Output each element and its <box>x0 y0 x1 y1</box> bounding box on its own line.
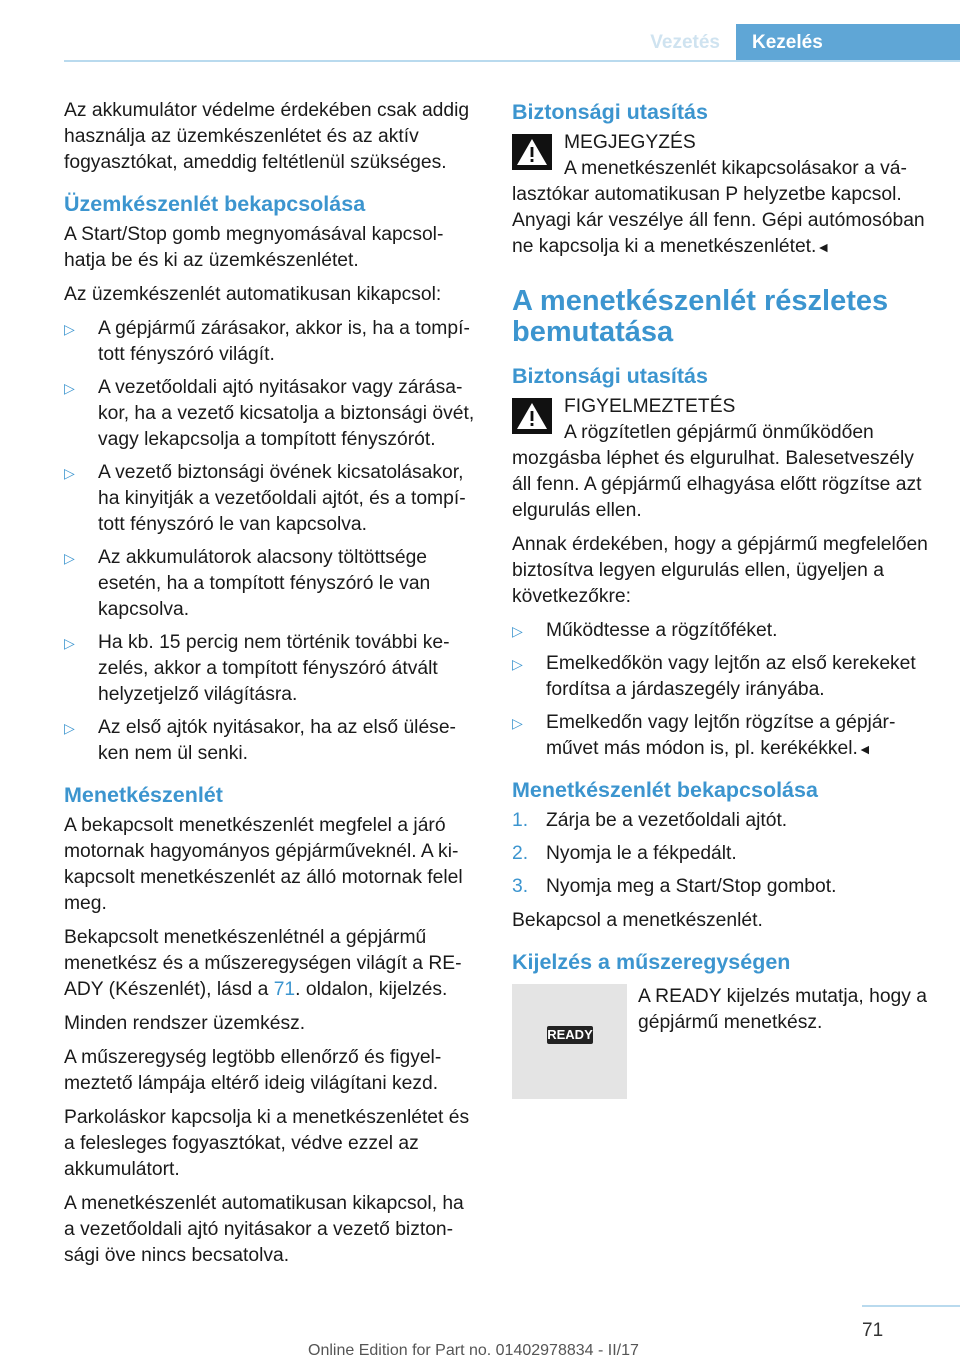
step-item: 1. Zárja be a vezetőoldali ajtót. <box>512 810 788 831</box>
step-list <box>512 808 930 900</box>
list-item: ▷ Emelkedőkön vagy lejtőn az első kerekeket fordítsa a járdaszegély irányába. <box>512 653 916 700</box>
paragraph: A műszeregység legtöbb ellenőrző és figyelmeztető lámpája eltérő ideig világítani kezd. <box>64 1047 442 1094</box>
list-item: ▷ A vezető biztonsági övének kicsatolásakor, ha kinyitják a vezetőoldali ajtót, és a tompított fényszóró le van kapcsolva. <box>64 462 466 535</box>
warning-triangle-icon <box>512 398 552 434</box>
heading-biztonsagi-2: Biztonsági utasítás <box>512 364 708 388</box>
step-item: 3. Nyomja meg a Start/Stop gombot. <box>512 876 837 897</box>
heading-menetkeszenlet: Menetkészenlét <box>64 783 223 807</box>
notice-title: MEGJEGYZÉS <box>564 132 696 153</box>
left-column <box>64 98 478 1277</box>
list-item: ▷ Az akkumulátorok alacsony töltöttsége esetén, ha a tompított fényszóró le van kapcsolva. <box>64 547 431 620</box>
end-mark-icon: ◄ <box>857 741 872 757</box>
paragraph: Az üzemkészenlét automatikusan kikapcsol: <box>64 284 442 305</box>
heading-uzemkeszenlet: Üzemkészenlét bekapcsolása <box>64 192 366 216</box>
paragraph-with-link: Bekapcsolt menetkészenlétnél a gépjármű menetkész és a műszeregységen világít a READY (Készenlét), lásd a 71. oldalon, kijelzés. <box>64 927 462 1000</box>
bullet-triangle-icon: ▷ <box>64 321 75 337</box>
notice-text: A menetkészenlét kikapcsolásakor a választókar automatikusan P helyzetbe kapcsol. Anyagi kár veszélye áll fenn. Gépi autómosóban ne kapcsolja ki a menetkészenlétet.◄ <box>512 158 925 257</box>
page-link[interactable]: 71 <box>273 979 296 1000</box>
ready-display-image <box>512 984 627 1099</box>
top-divider <box>64 60 960 62</box>
main-heading: A menetkészenlét részletes bemutatása <box>512 285 889 348</box>
bullet-list <box>512 618 930 762</box>
list-item: ▷ A gépjármű zárásakor, akkor is, ha a tompított fényszóró világít. <box>64 318 470 365</box>
warning-box <box>512 394 930 420</box>
warning-title: FIGYELMEZTETÉS <box>564 396 736 417</box>
heading-biztonsagi-1: Biztonsági utasítás <box>512 100 708 124</box>
right-column <box>512 98 930 1104</box>
paragraph: Minden rendszer üzemkész. <box>64 1013 306 1034</box>
tab-vezetes[interactable]: Vezetés <box>650 32 720 53</box>
paragraph: Annak érdekében, hogy a gépjármű megfelelően biztosítva legyen elgurulás ellen, ügyeljen a következőkre: <box>512 534 928 607</box>
ready-badge: READY <box>547 1027 593 1042</box>
paragraph: Bekapcsol a menetkészenlét. <box>512 910 763 931</box>
bullet-triangle-icon: ▷ <box>512 656 523 672</box>
ready-description: A READY kijelzés mutatja, hogy a gépjármű menetkész. <box>638 986 928 1033</box>
bottom-divider <box>862 1305 960 1307</box>
list-item: ▷ A vezetőoldali ajtó nyitásakor vagy zárásakor, ha a vezető kicsatolja a biztonsági övét, vagy lekapcsolja a tompított fényszórót. <box>64 377 475 450</box>
paragraph: A Start/Stop gomb megnyomásával kapcsolhatja be és ki az üzemkészenlétet. <box>64 224 444 271</box>
warning-text: A rögzítetlen gépjármű önműködően mozgásba léphet és elgurulhat. Balesetveszély áll fenn. A gépjármű elhagyása előtt rögzítse azt elgurulás ellen. <box>512 422 922 521</box>
section-tabs <box>628 24 960 61</box>
bullet-triangle-icon: ▷ <box>64 550 75 566</box>
intro-paragraph: Az akkumulátor védelme érdekében csak addig használja az üzemkészenlétet és az aktív fogyasztókat, ameddig feltétlenül szükséges. <box>64 100 470 173</box>
end-mark-icon: ◄ <box>816 239 831 255</box>
warning-triangle-icon <box>512 134 552 170</box>
bullet-triangle-icon: ▷ <box>64 720 75 736</box>
bullet-list <box>64 316 478 767</box>
ready-indicator-block <box>512 984 930 1104</box>
bullet-triangle-icon: ▷ <box>512 715 523 731</box>
heading-bekapcsolasa: Menetkészenlét bekapcsolása <box>512 778 818 802</box>
notice-box <box>512 130 930 156</box>
heading-kijelzes: Kijelzés a műszeregységen <box>512 950 791 974</box>
paragraph: A menetkészenlét automatikusan kikapcsol, ha a vezetőoldali ajtó nyitásakor a vezető biztonsági öve nincs becsatolva. <box>64 1193 464 1266</box>
bullet-triangle-icon: ▷ <box>64 635 75 651</box>
bullet-triangle-icon: ▷ <box>512 623 523 639</box>
list-item: ▷ Az első ajtók nyitásakor, ha az első üléseken nem ül senki. <box>64 717 456 764</box>
page-number: 71 <box>862 1320 884 1341</box>
paragraph: Parkoláskor kapcsolja ki a menetkészenlétet és a felesleges fogyasztókat, védve ezzel az akkumulátort. <box>64 1107 470 1180</box>
paragraph: A bekapcsolt menetkészenlét megfelel a járó motornak hagyományos gépjárműveknél. A kikapcsolt menetkészenlét az álló motornak felel meg. <box>64 815 463 914</box>
tab-kezeles[interactable]: Kezelés <box>736 24 960 61</box>
bullet-triangle-icon: ▷ <box>64 465 75 481</box>
edition-footer: Online Edition for Part no. 01402978834 - II/17 <box>308 1342 639 1359</box>
list-item: ▷ Emelkedőn vagy lejtőn rögzítse a gépjárművet más módon is, pl. kerékékkel.◄ <box>512 712 896 759</box>
step-item: 2. Nyomja le a fékpedált. <box>512 843 737 864</box>
list-item: ▷ Működtesse a rögzítőféket. <box>512 618 930 644</box>
bullet-triangle-icon: ▷ <box>64 380 75 396</box>
list-item: ▷ Ha kb. 15 percig nem történik további kezelés, akkor a tompított fényszóró átvált helyzetjelző világításra. <box>64 632 450 705</box>
